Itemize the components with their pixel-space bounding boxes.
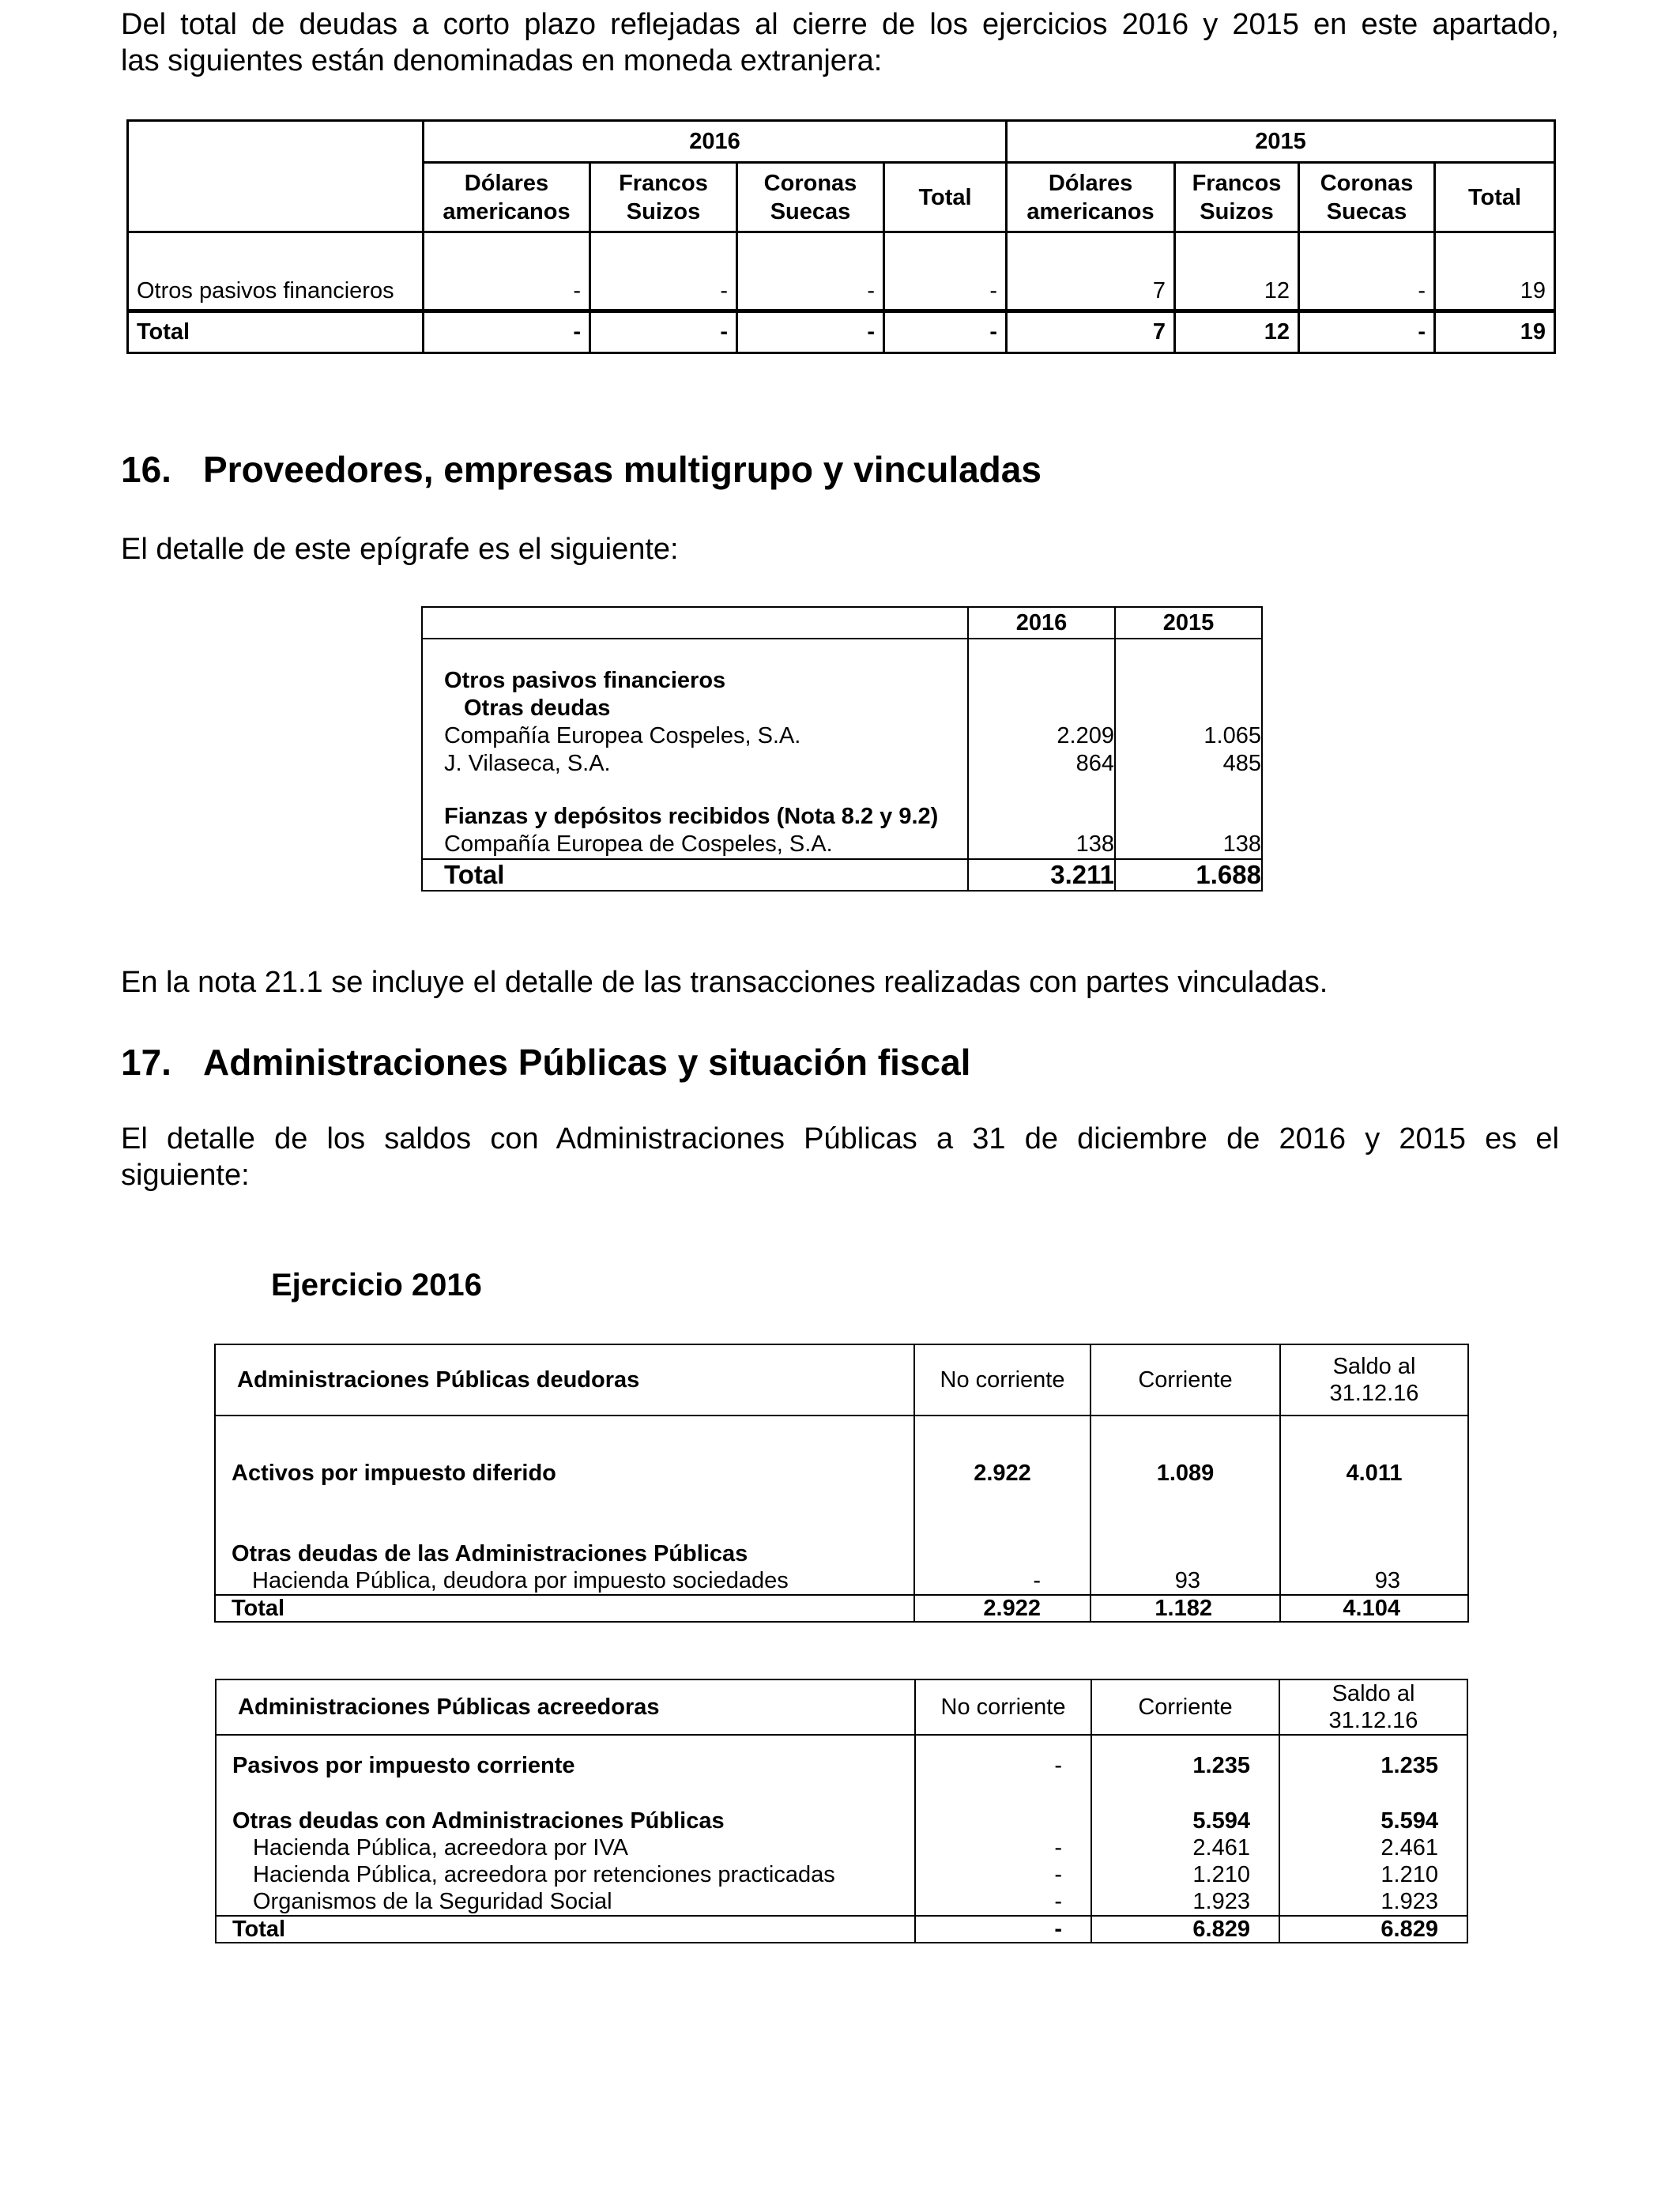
cell: 6.829 <box>1091 1916 1279 1943</box>
cell: 1.923 <box>1279 1888 1467 1916</box>
cell: 1.688 <box>1115 859 1262 891</box>
cell: 2.461 <box>1279 1834 1467 1861</box>
intro-line-1: Del total de deudas a corto plazo reflejadas al cierre de los ejercicios 2016 y 2015 en este apartado, <box>121 8 1559 41</box>
col-header <box>1007 163 1175 232</box>
cell: 6.829 <box>1279 1916 1467 1943</box>
cell: 1.182 <box>1090 1595 1280 1622</box>
cell: 2.461 <box>1091 1834 1279 1861</box>
row-label: Compañía Europea de Cospeles, S.A. <box>422 831 968 859</box>
col-2016: 2016 <box>968 607 1115 639</box>
cell: - <box>915 1752 1091 1779</box>
cell: - <box>737 232 884 311</box>
cell: - <box>590 232 737 311</box>
cell: 1.235 <box>1091 1752 1279 1779</box>
section-17-intro <box>121 1121 1559 1193</box>
proveedores-table <box>421 606 1263 892</box>
table-row <box>422 750 1262 778</box>
col-total-2015: Total <box>1467 184 1522 210</box>
section-title: Proveedores, empresas multigrupo y vinculadas <box>203 449 1042 490</box>
row-label: Pasivos por impuesto corriente <box>216 1752 915 1779</box>
col-usd-2016: Dólares americanos <box>443 170 571 224</box>
table-header <box>216 1679 1467 1735</box>
cell: 4.011 <box>1280 1460 1468 1487</box>
table-header <box>422 607 1262 639</box>
cell <box>915 1808 1091 1834</box>
col-saldo: Saldo al 31.12.16 <box>1280 1344 1468 1416</box>
cell: 138 <box>1115 831 1262 859</box>
table-row-total <box>422 859 1262 891</box>
cell: 5.594 <box>1279 1808 1467 1834</box>
section-number: 16. <box>121 449 171 490</box>
cell: - <box>884 311 1007 353</box>
intro-line-1: El detalle de los saldos con Administraciones Públicas a 31 de diciembre de 2016 y 2015 es el <box>121 1122 1559 1155</box>
col-header <box>884 163 1007 232</box>
year-2016-header: 2016 <box>424 121 1007 163</box>
cell: - <box>914 1567 1090 1595</box>
group-title: Otras deudas de las Administraciones Públicas <box>215 1540 914 1567</box>
cell: 138 <box>968 831 1115 859</box>
year-2015-header: 2015 <box>1007 121 1555 163</box>
cell: 1.089 <box>1090 1460 1280 1487</box>
row-label: Otros pasivos financieros <box>128 232 424 311</box>
table-row-total <box>215 1595 1468 1622</box>
table-row-total <box>128 311 1555 353</box>
row-label: Total <box>128 311 424 353</box>
row-label: Hacienda Pública, deudora por impuesto sociedades <box>215 1567 914 1595</box>
col-sek-2015: Coronas Suecas <box>1320 170 1414 224</box>
row-label: Compañía Europea Cospeles, S.A. <box>422 722 968 750</box>
row-label: J. Vilaseca, S.A. <box>422 750 968 778</box>
cell: 2.922 <box>914 1595 1090 1622</box>
col-usd-2015: Dólares americanos <box>1026 170 1155 224</box>
table-row <box>216 1752 1467 1779</box>
cell: - <box>590 311 737 353</box>
col-header <box>424 163 590 232</box>
cell: - <box>915 1834 1091 1861</box>
col-header <box>737 163 884 232</box>
cell: 93 <box>1090 1567 1280 1595</box>
col-2015: 2015 <box>1115 607 1262 639</box>
row-label: Activos por impuesto diferido <box>215 1460 914 1487</box>
table-row <box>216 1834 1467 1861</box>
cell: - <box>1299 311 1435 353</box>
cell: 2.922 <box>914 1460 1090 1487</box>
cell: 1.235 <box>1279 1752 1467 1779</box>
intro-line-2: las siguientes están denominadas en moneda extranjera: <box>121 44 883 77</box>
cell: 1.923 <box>1091 1888 1279 1916</box>
cell: 485 <box>1115 750 1262 778</box>
cell: 4.104 <box>1280 1595 1468 1622</box>
cell: 1.210 <box>1091 1861 1279 1888</box>
col-header <box>1175 163 1299 232</box>
col-chf-2015: Francos Suizos <box>1192 170 1282 224</box>
col-header <box>590 163 737 232</box>
col-concept: Administraciones Públicas acreedoras <box>216 1679 915 1735</box>
col-header <box>1435 163 1555 232</box>
table-row <box>422 831 1262 859</box>
table-row <box>216 1808 1467 1834</box>
table-header <box>215 1344 1468 1416</box>
corner-cell <box>422 607 968 639</box>
cell: 19 <box>1435 232 1555 311</box>
col-chf-2016: Francos Suizos <box>619 170 708 224</box>
group-title: Fianzas y depósitos recibidos (Nota 8.2 y 9.2) <box>422 803 968 831</box>
section-16-intro: El detalle de este epígrafe es el siguiente: <box>121 533 679 566</box>
cell: 12 <box>1175 232 1299 311</box>
cell: 19 <box>1435 311 1555 353</box>
group-subtitle: Otras deudas <box>422 695 968 722</box>
col-header <box>1299 163 1435 232</box>
col-corriente: Corriente <box>1090 1344 1280 1416</box>
table-row <box>215 1567 1468 1595</box>
table-row <box>216 1861 1467 1888</box>
cell: - <box>915 1861 1091 1888</box>
cell: - <box>1299 232 1435 311</box>
corner-cell <box>128 121 424 232</box>
cell: 7 <box>1007 232 1175 311</box>
section-16-note: En la nota 21.1 se incluye el detalle de las transacciones realizadas con partes vinculadas. <box>121 966 1328 999</box>
row-label: Total <box>215 1595 914 1622</box>
cell: - <box>884 232 1007 311</box>
col-no-corriente: No corriente <box>915 1679 1091 1735</box>
col-corriente: Corriente <box>1091 1679 1279 1735</box>
cell: 2.209 <box>968 722 1115 750</box>
section-16-heading <box>121 447 1042 492</box>
col-sek-2016: Coronas Suecas <box>763 170 857 224</box>
intro-line-2: siguiente: <box>121 1159 250 1192</box>
row-label: Organismos de la Seguridad Social <box>216 1888 915 1916</box>
cell: - <box>424 311 590 353</box>
table-row-total <box>216 1916 1467 1943</box>
cell: 5.594 <box>1091 1808 1279 1834</box>
section-title: Administraciones Públicas y situación fiscal <box>203 1042 971 1083</box>
table-row <box>216 1888 1467 1916</box>
foreign-currency-table <box>126 119 1556 354</box>
row-label: Hacienda Pública, acreedora por retenciones practicadas <box>216 1861 915 1888</box>
col-total-2016: Total <box>918 184 972 210</box>
table-row <box>215 1460 1468 1487</box>
col-concept: Administraciones Públicas deudoras <box>215 1344 914 1416</box>
section-17-heading <box>121 1040 970 1084</box>
cell: 12 <box>1175 311 1299 353</box>
cell: - <box>915 1888 1091 1916</box>
section-number: 17. <box>121 1042 171 1083</box>
intro-paragraph <box>121 6 1559 79</box>
cell: - <box>737 311 884 353</box>
ejercicio-heading: Ejercicio 2016 <box>271 1268 482 1302</box>
group-title: Otras deudas con Administraciones Públicas <box>216 1808 915 1834</box>
cell: 3.211 <box>968 859 1115 891</box>
cell: 7 <box>1007 311 1175 353</box>
cell: - <box>915 1916 1091 1943</box>
group-title: Otros pasivos financieros <box>422 667 968 695</box>
table-row <box>422 722 1262 750</box>
table-row <box>128 232 1555 311</box>
cell: - <box>424 232 590 311</box>
row-label: Total <box>422 859 968 891</box>
row-label: Hacienda Pública, acreedora por IVA <box>216 1834 915 1861</box>
cell: 1.210 <box>1279 1861 1467 1888</box>
col-saldo: Saldo al 31.12.16 <box>1279 1679 1467 1735</box>
acreedoras-table <box>215 1679 1468 1943</box>
col-no-corriente: No corriente <box>914 1344 1090 1416</box>
cell: 1.065 <box>1115 722 1262 750</box>
deudoras-table <box>214 1344 1469 1623</box>
cell: 864 <box>968 750 1115 778</box>
row-label: Total <box>216 1916 915 1943</box>
cell: 93 <box>1280 1567 1468 1595</box>
